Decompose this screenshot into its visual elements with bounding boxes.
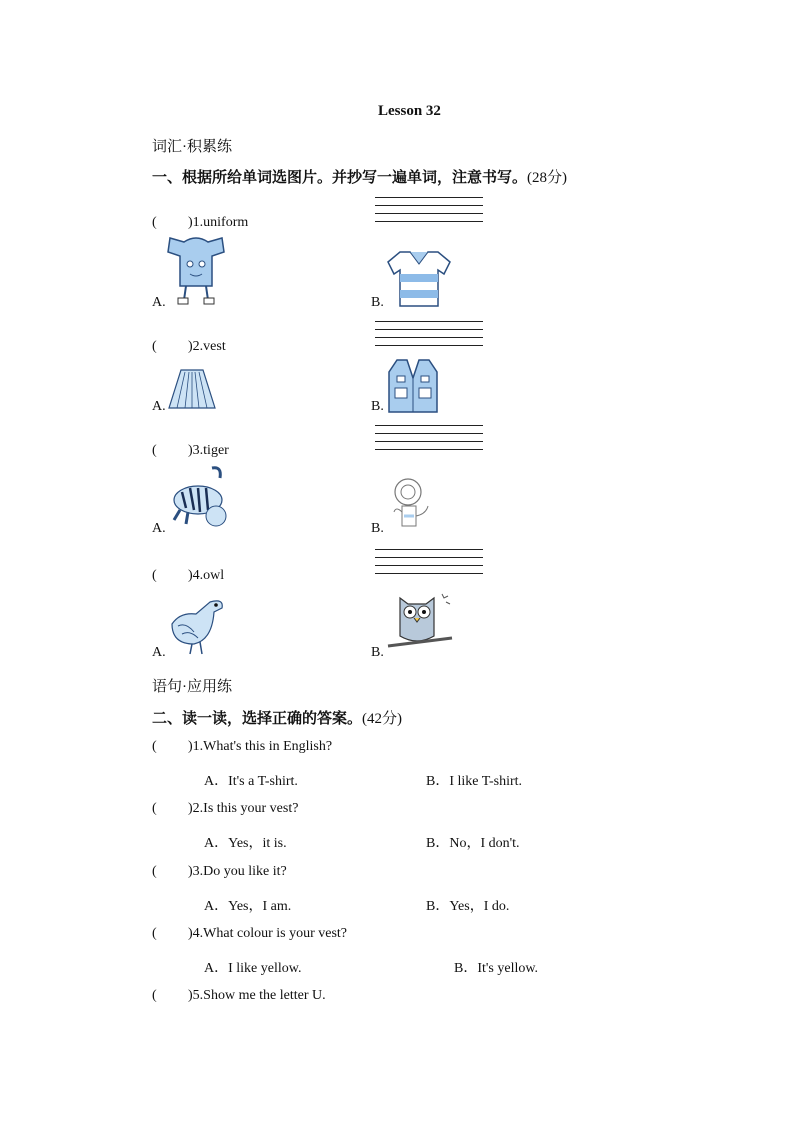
- option-b[interactable]: B．It's yellow.: [454, 961, 539, 976]
- striped-tshirt-icon[interactable]: [386, 250, 452, 308]
- vocab-question-1: ( )1.uniform: [152, 215, 249, 230]
- vocab-question-4: ( )4.owl: [152, 568, 225, 583]
- vocab-question-2: ( )2.vest: [152, 339, 226, 354]
- question-2: ( )2.Is this your vest?: [152, 801, 299, 816]
- option-b[interactable]: B．I like T-shirt.: [426, 774, 523, 789]
- answer-blank[interactable]: (: [152, 739, 157, 754]
- question-3: ( )3.Do you like it?: [152, 864, 287, 879]
- option-b[interactable]: B．No，I don't.: [426, 836, 520, 851]
- option-a[interactable]: A．It's a T-shirt.: [204, 774, 298, 789]
- skirt-icon[interactable]: [167, 368, 217, 412]
- page-title: Lesson 32: [378, 103, 441, 119]
- option-b-label[interactable]: B.: [371, 399, 384, 414]
- option-b-label[interactable]: B.: [371, 645, 384, 660]
- writing-lines-1[interactable]: [375, 197, 483, 229]
- section1-instruction: [152, 166, 567, 187]
- answer-blank[interactable]: (: [152, 568, 157, 583]
- answer-blank[interactable]: (: [152, 801, 157, 816]
- tiger-icon[interactable]: [168, 464, 232, 534]
- option-a[interactable]: A．I like yellow.: [204, 961, 302, 976]
- answer-blank[interactable]: (: [152, 926, 157, 941]
- answer-blank[interactable]: (: [152, 443, 157, 458]
- writing-lines-4[interactable]: [375, 549, 483, 581]
- option-a-label[interactable]: A.: [152, 645, 166, 660]
- option-a-label[interactable]: A.: [152, 521, 166, 536]
- points: (42分): [362, 711, 403, 727]
- option-a-label[interactable]: A.: [152, 295, 166, 310]
- answer-blank[interactable]: (: [152, 988, 157, 1003]
- bird-icon[interactable]: [166, 592, 228, 658]
- option-a-label[interactable]: A.: [152, 399, 166, 414]
- vest-icon[interactable]: [387, 358, 439, 414]
- question-5: ( )5.Show me the letter U.: [152, 988, 326, 1003]
- instruction-text: 二、读一读，选择正确的答案。: [152, 711, 363, 727]
- instruction-text: 一、根据所给单词选图片。并抄写一遍单词，注意书写。: [152, 170, 528, 186]
- option-a[interactable]: A．Yes，it is.: [204, 836, 287, 851]
- hoodie-jacket-icon[interactable]: [166, 234, 226, 306]
- option-b-label[interactable]: B.: [371, 295, 384, 310]
- lion-icon[interactable]: [386, 476, 432, 534]
- writing-lines-2[interactable]: [375, 321, 483, 353]
- answer-blank[interactable]: (: [152, 215, 157, 230]
- question-4: ( )4.What colour is your vest?: [152, 926, 348, 941]
- option-b[interactable]: B．Yes，I do.: [426, 899, 510, 914]
- owl-icon[interactable]: [384, 588, 456, 658]
- answer-blank[interactable]: (: [152, 339, 157, 354]
- vocab-question-3: ( )3.tiger: [152, 443, 229, 458]
- answer-blank[interactable]: (: [152, 864, 157, 879]
- writing-lines-3[interactable]: [375, 425, 483, 457]
- section-heading-vocabulary: 词汇·积累练: [152, 139, 232, 155]
- points: (28分): [527, 170, 568, 186]
- option-a[interactable]: A．Yes，I am.: [204, 899, 292, 914]
- section2-instruction: [152, 707, 402, 728]
- option-b-label[interactable]: B.: [371, 521, 384, 536]
- section-heading-sentences: 语句·应用练: [152, 679, 232, 695]
- question-1: ( )1.What's this in English?: [152, 739, 333, 754]
